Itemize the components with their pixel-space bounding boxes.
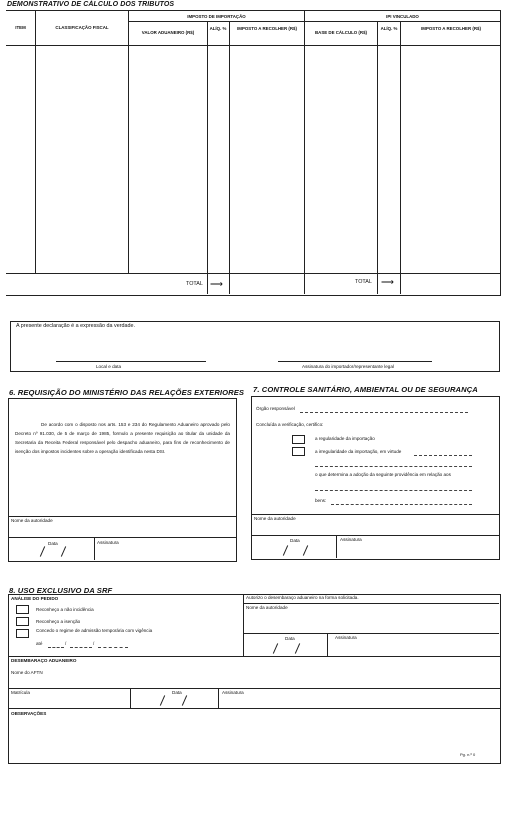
not-incidence-checkbox[interactable] [16,605,29,614]
srf-date-label: Data [285,636,295,641]
srf-authority-label: Nome da autoridade [246,605,288,610]
until-slash-text: / [65,641,67,646]
declaration-text: A presente declaração é a expressão da verdade. [16,323,135,329]
col-item: ITEM [15,25,26,30]
regular-label: a regularidade da importação [315,436,375,441]
observations-line [8,708,500,709]
control-date-line [251,535,499,536]
col-tax-due-2: IMPOSTO A RECOLHER (R$) [421,26,481,31]
calc-title [7,1,174,8]
organ-label: Órgão responsável [256,406,295,411]
col-line-6 [377,22,378,294]
irregular-checkbox[interactable] [292,447,305,456]
requisition-date-label: Data [48,541,58,546]
registration-line [8,688,500,689]
conclusion-label: Concluída a verificação, certifico: [256,422,324,427]
arrow-right-icon: ⟶ [210,279,223,289]
aftn-label: Nome do AFTN [11,670,43,675]
col-tax-due-1: IMPOSTO A RECOLHER (R$) [237,26,297,31]
control-authority-line [251,514,499,515]
srf-title: 8. USO EXCLUSIVO DA SRF [9,586,113,595]
calc-title-text: DEMONSTRATIVO DE CÁLCULO DOS TRIBUTOS [7,1,175,8]
place-date-line [56,361,206,362]
col-line-2 [128,11,129,273]
until-slash-text: / [93,641,95,646]
irregular-line [414,455,472,456]
until-label: até [36,641,43,646]
temporary-admission-checkbox[interactable] [16,629,29,638]
requisition-authority-line [8,516,236,517]
analysis-label: ANÁLISE DO PEDIDO [11,596,59,601]
authorize-label: Autorizo o desembaraço aduaneiro na forma solicitada. [246,595,359,600]
control-authority-label: Nome da autoridade [254,516,296,521]
control-date-divider [336,535,337,558]
page-number: Pg. n.º 0 [460,752,476,757]
control-date-label: Data [290,538,300,543]
until-month-line [70,647,92,648]
calc-total-line [6,273,501,274]
srf-signature2-label: Assinatura [222,690,244,695]
observations-label: OBSERVAÇÕES [11,711,47,716]
col-line-1 [35,11,36,273]
measure-line [315,490,472,491]
srf-date-divider [327,633,328,656]
total-label-1: TOTAL [186,281,203,287]
col-rate-2: ALÍQ. % [380,26,398,31]
not-incidence-label: Reconheço a não incidência [36,607,94,612]
date2-divider [218,688,219,708]
col-calc-base: BASE DE CÁLCULO (R$) [315,30,367,35]
srf-box [8,594,501,764]
importer-signature-label: Assinatura do importador/representante legal [302,364,394,369]
requisition-authority-label: Nome da autoridade [11,518,53,523]
registration-divider [130,688,131,708]
col-line-5 [304,11,305,294]
calc-header-line-1 [128,21,501,22]
ipi-header: IPI VINCULADO [386,14,419,19]
arrow-right-icon: ⟶ [381,277,394,287]
clearance-line [8,656,500,657]
until-day-line [48,647,64,648]
srf-signature-label: Assinatura [335,635,357,640]
measure-label: o que determina a adoção da seguinte providência em relação aos [315,472,451,477]
organ-line [300,412,468,413]
exemption-label: Reconheço a isenção [36,619,81,624]
col-customs-value: VALOR ADUANEIRO (R$) [141,30,195,35]
col-line-4 [229,22,230,294]
calc-header-line-2 [6,45,501,46]
requisition-date-line [8,537,236,538]
goods-label: bens: [315,498,327,503]
exemption-checkbox[interactable] [16,617,29,626]
control-title: 7. CONTROLE SANITÁRIO, AMBIENTAL OU DE SEGURANÇA [253,385,478,394]
until-year-line [98,647,128,648]
registration-label: Matrícula [11,690,30,695]
goods-line [331,504,472,505]
col-line-3 [207,22,208,294]
col-classification: CLASSIFICAÇÃO FISCAL [55,25,109,30]
irregular-label: a irregularidade da importação, em virtude [315,449,402,454]
srf-authorize-line [243,603,499,604]
col-rate-1: ALÍQ. % [209,26,227,31]
col-line-7 [400,22,401,294]
requisition-title: 6. REQUISIÇÃO DO MINISTÉRIO DAS RELAÇÕES EXTERIORES [9,388,245,397]
srf-date2-label: Data [172,690,182,695]
requisition-body: De acordo com o disposto nos arts. 153 e 234 do Regulamento Aduaneiro aprovado pelo Decreto nº 91.030, de 5 de março de 1985, formulo a presente requisição ao titular da unidade da Secretaria da Receita Federal responsável pelo despacho aduaneiro, para fins de reconhecimento de isenção dos impostos incidentes sobre a operação identificada nesta DSI. [15,422,230,454]
requisition-date-divider [94,537,95,560]
clearance-label: DESEMBARAÇO ADUANEIRO [11,658,77,663]
temporary-admission-label: Concedo o regime de admissão temporária com vigência [36,628,153,633]
signature-line [278,361,432,362]
place-date-label: Local e data [96,364,122,369]
calc-table [6,10,501,296]
total-label-2: TOTAL [355,279,372,285]
import-tax-header: IMPOSTO DE IMPORTAÇÃO [187,14,246,19]
requisition-signature-label: Assinatura [97,540,119,545]
regular-checkbox[interactable] [292,435,305,444]
control-signature-label: Assinatura [340,537,362,542]
srf-date-line [243,633,499,634]
reason-line-1 [315,466,472,467]
